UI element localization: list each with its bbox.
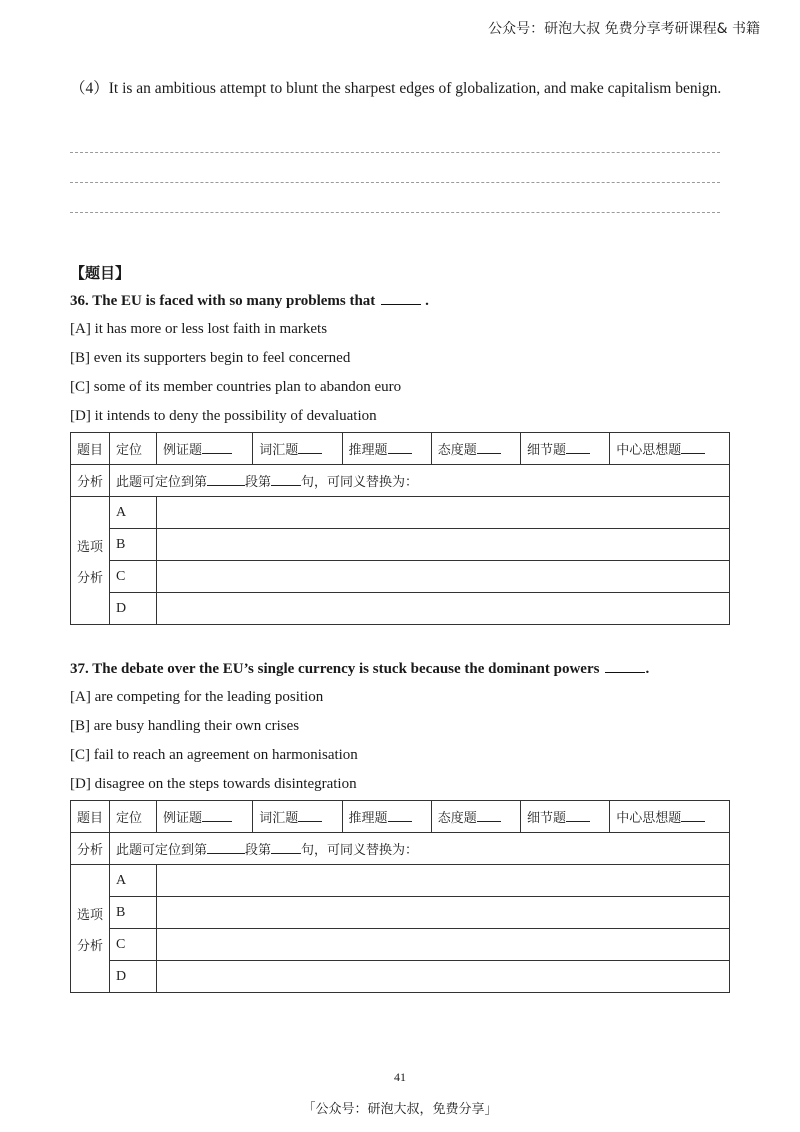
table-row bbox=[71, 833, 730, 865]
analysis-table-37 bbox=[70, 800, 730, 993]
answer-line bbox=[70, 182, 720, 183]
locate-line: 此题可定位到第 段第 句，可同义替换为： bbox=[110, 833, 730, 865]
question-stem-tail: . bbox=[645, 661, 650, 677]
row-label: 分析 bbox=[71, 465, 110, 497]
question-37-stem bbox=[70, 660, 649, 678]
table-row bbox=[71, 801, 730, 833]
type-detail: 细节题 bbox=[520, 801, 609, 833]
option-analysis-cell[interactable] bbox=[157, 961, 730, 993]
footer-watermark: 「公众号：研泡大叔，免费分享」 bbox=[302, 1102, 498, 1117]
option-b: [B] even its supporters begin to feel concerned bbox=[70, 350, 351, 366]
type-locate: 定位 bbox=[110, 433, 157, 465]
table-row bbox=[71, 433, 730, 465]
type-vocabulary: 词汇题 bbox=[253, 801, 342, 833]
page-number: 41 bbox=[394, 1070, 406, 1084]
option-letter: D bbox=[110, 593, 157, 625]
table-row bbox=[71, 465, 730, 497]
answer-blank bbox=[605, 660, 645, 673]
header-watermark: 公众号：研泡大叔 免费分享考研课程& 书籍 bbox=[488, 21, 760, 37]
option-letter: C bbox=[110, 929, 157, 961]
options-analysis-label: 选项 分析 bbox=[71, 865, 110, 993]
option-c: [C] some of its member countries plan to abandon euro bbox=[70, 379, 402, 395]
type-detail: 细节题 bbox=[520, 433, 609, 465]
option-letter: D bbox=[110, 961, 157, 993]
section-title: 【题目】 bbox=[70, 264, 131, 282]
table-row bbox=[71, 865, 730, 897]
answer-blank bbox=[381, 292, 421, 305]
option-analysis-cell[interactable] bbox=[157, 497, 730, 529]
answer-line bbox=[70, 152, 720, 153]
row-label: 分析 bbox=[71, 833, 110, 865]
table-row bbox=[71, 961, 730, 993]
option-letter: A bbox=[110, 497, 157, 529]
type-inference: 推理题 bbox=[342, 801, 431, 833]
option-analysis-cell[interactable] bbox=[157, 593, 730, 625]
table-row bbox=[71, 561, 730, 593]
type-example: 例证题 bbox=[157, 433, 253, 465]
translation-sentence: （4）It is an ambitious attempt to blunt the sharpest edges of globalization, and make capitalism benign. bbox=[70, 80, 722, 97]
question-stem-text: 37. The debate over the EU’s single currency is stuck because the dominant powers bbox=[70, 661, 600, 677]
table-row bbox=[71, 929, 730, 961]
option-b: [B] are busy handling their own crises bbox=[70, 718, 300, 734]
option-analysis-cell[interactable] bbox=[157, 897, 730, 929]
option-analysis-cell[interactable] bbox=[157, 529, 730, 561]
type-locate: 定位 bbox=[110, 801, 157, 833]
type-example: 例证题 bbox=[157, 801, 253, 833]
option-a: [A] are competing for the leading position bbox=[70, 689, 324, 705]
option-a: [A] it has more or less lost faith in markets bbox=[70, 321, 328, 337]
locate-line: 此题可定位到第 段第 句，可同义替换为： bbox=[110, 465, 730, 497]
option-analysis-cell[interactable] bbox=[157, 865, 730, 897]
table-row bbox=[71, 529, 730, 561]
question-stem-text: 36. The EU is faced with so many problems that bbox=[70, 293, 376, 309]
type-attitude: 态度题 bbox=[431, 433, 520, 465]
options-analysis-label: 选项 分析 bbox=[71, 497, 110, 625]
analysis-table-36 bbox=[70, 432, 730, 625]
option-c: [C] fail to reach an agreement on harmonisation bbox=[70, 747, 358, 763]
option-letter: B bbox=[110, 897, 157, 929]
option-letter: C bbox=[110, 561, 157, 593]
option-analysis-cell[interactable] bbox=[157, 561, 730, 593]
table-row bbox=[71, 593, 730, 625]
type-inference: 推理题 bbox=[342, 433, 431, 465]
option-letter: A bbox=[110, 865, 157, 897]
type-attitude: 态度题 bbox=[431, 801, 520, 833]
answer-line bbox=[70, 212, 720, 213]
type-vocabulary: 词汇题 bbox=[253, 433, 342, 465]
type-main-idea: 中心思想题 bbox=[610, 433, 730, 465]
option-analysis-cell[interactable] bbox=[157, 929, 730, 961]
option-letter: B bbox=[110, 529, 157, 561]
table-row bbox=[71, 897, 730, 929]
option-d: [D] disagree on the steps towards disintegration bbox=[70, 776, 357, 792]
option-d: [D] it intends to deny the possibility of devaluation bbox=[70, 408, 377, 424]
type-main-idea: 中心思想题 bbox=[610, 801, 730, 833]
table-row bbox=[71, 497, 730, 529]
row-label: 题目 bbox=[71, 433, 110, 465]
question-36-stem bbox=[70, 292, 429, 310]
row-label: 题目 bbox=[71, 801, 110, 833]
question-stem-tail: . bbox=[425, 293, 429, 309]
